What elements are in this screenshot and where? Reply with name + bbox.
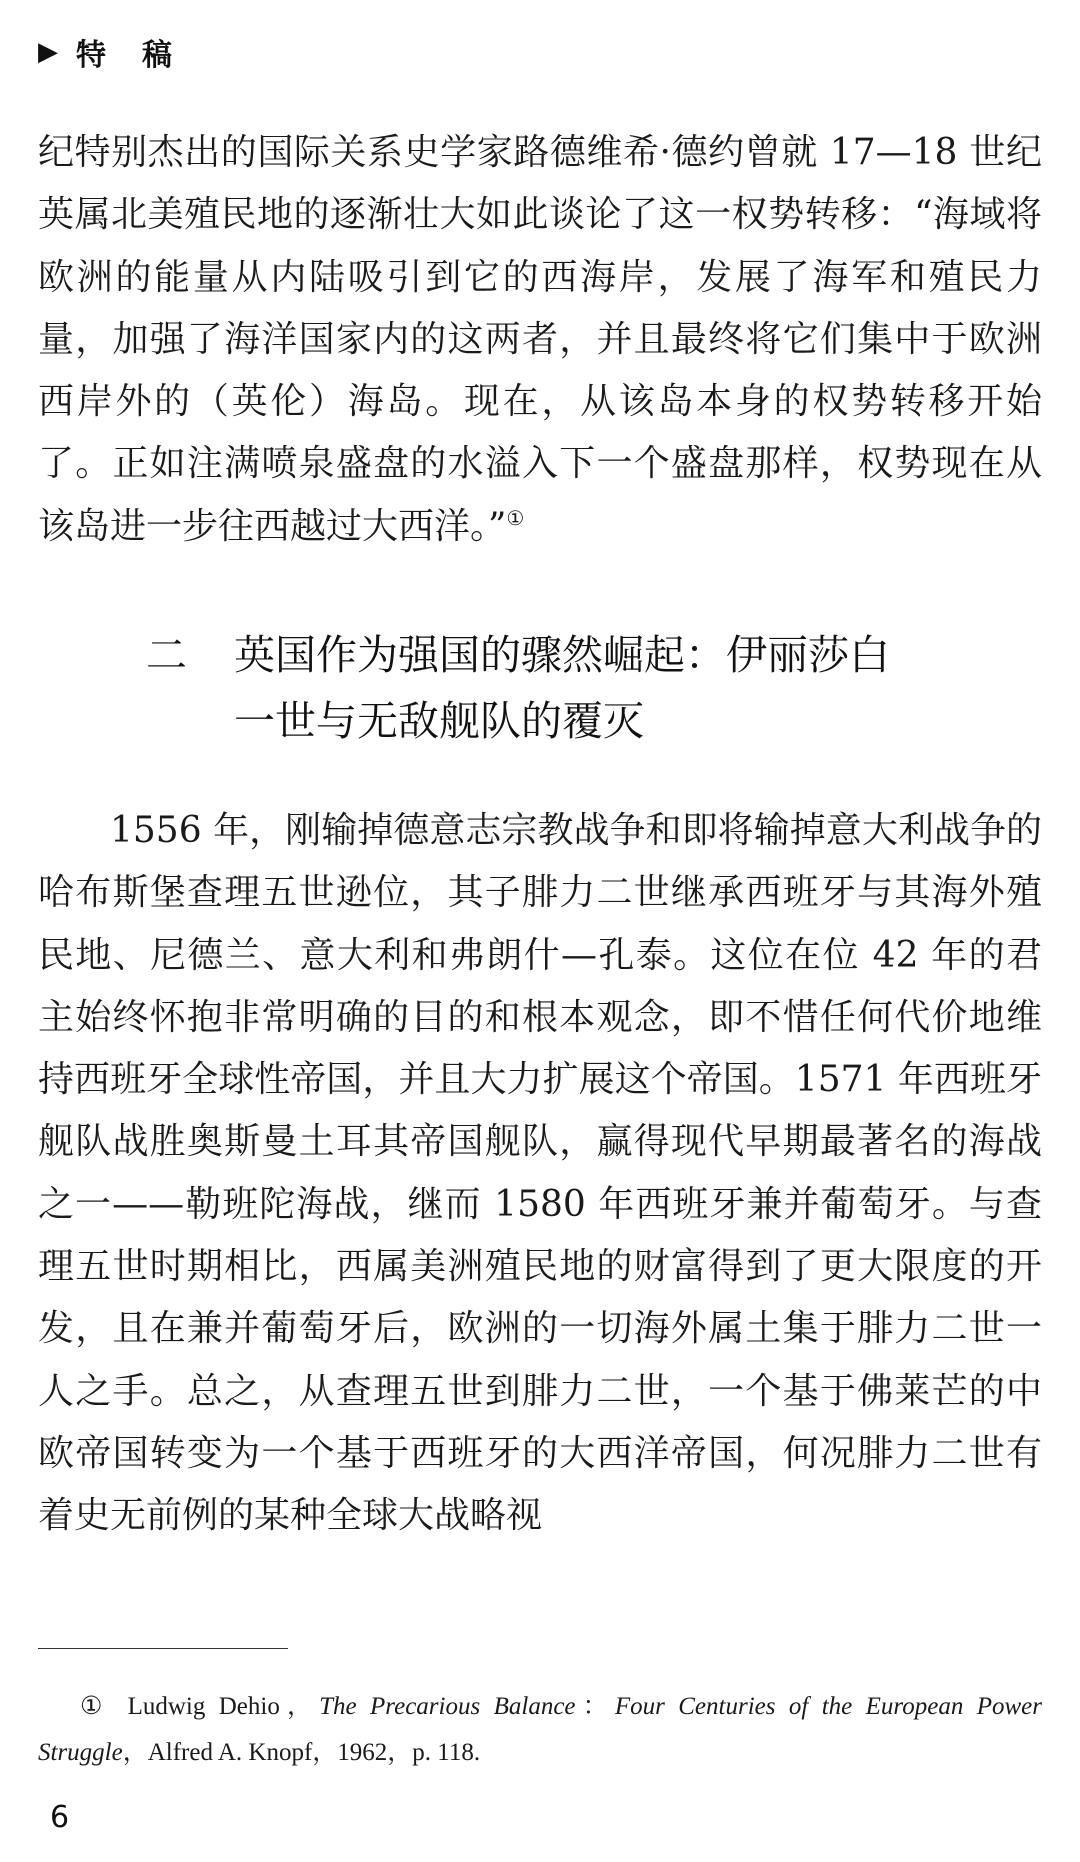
page-number: 6 <box>50 1800 70 1835</box>
footnote-mark: ① <box>80 1693 110 1720</box>
section-number: 二 <box>146 631 187 679</box>
paragraph-1-text: 纪特别杰出的国际关系史学家路德维希·德约曾就 17—18 世纪英属北美殖民地的逐渐壮大如此谈论了这一权势转移：“海域将欧洲的能量从内陆吸引到它的西海岸，发展了海军和殖民力量，加强了海洋国家内的这两者，并且最终将它们集中于欧洲西岸外的（英伦）海岛。现在，从该岛本身的权势转移开始了。正如注满喷泉盛盘的水溢入下一个盛盘那样，权势现在从该岛进一步往西越过大西洋。” <box>38 132 1042 547</box>
footnote-publisher: ，Alfred A. Knopf，1962，p. 118. <box>122 1739 481 1766</box>
section-title-line-2: 一世与无敌舰队的覆灭 <box>234 697 644 745</box>
section-title-line-1: 英国作为强国的骤然崛起：伊丽莎白 <box>234 631 890 679</box>
paragraph-2: 1556 年，刚输掉德意志宗教战争和即将输掉意大利战争的哈布斯堡查理五世逊位，其子腓力二世继承西班牙与其海外殖民地、尼德兰、意大利和弗朗什—孔泰。这位在位 42 年的君主始终怀抱非常明确的目的和根本观念，即不惜任何代价地维持西班牙全球性帝国，并且大力扩展这个帝国。1571 年西班牙舰队战胜奥斯曼土耳其帝国舰队，赢得现代早期最著名的海战之一——勒班陀海战，继而 1580 年西班牙兼并葡萄牙。与查理五世时期相比，西属美洲殖民地的财富得到了更大限度的开发，且在兼并葡萄牙后，欧洲的一切海外属土集于腓力二世一人之手。总之，从查理五世到腓力二世，一个基于佛莱芒的中欧帝国转变为一个基于西班牙的大西洋帝国，何况腓力二世有着史无前例的某种全球大战略视 <box>38 810 1042 1537</box>
footnote-divider <box>38 1648 288 1649</box>
triangle-marker-icon: ▶ <box>38 37 58 67</box>
running-head-section: 特稿 <box>76 38 208 73</box>
footnote-reference[interactable]: ① <box>506 505 525 530</box>
paragraph-1 <box>38 122 1042 558</box>
footnote-author: Ludwig Dehio， <box>127 1693 320 1720</box>
footnote <box>38 1684 1042 1776</box>
footnote-separator: ： <box>575 1693 615 1720</box>
running-head <box>38 30 208 74</box>
footnote-title-part-1: The Precarious Balance <box>319 1693 576 1720</box>
footnote-title-part-2: Four Centuries of the European Power Struggle <box>38 1693 1042 1766</box>
